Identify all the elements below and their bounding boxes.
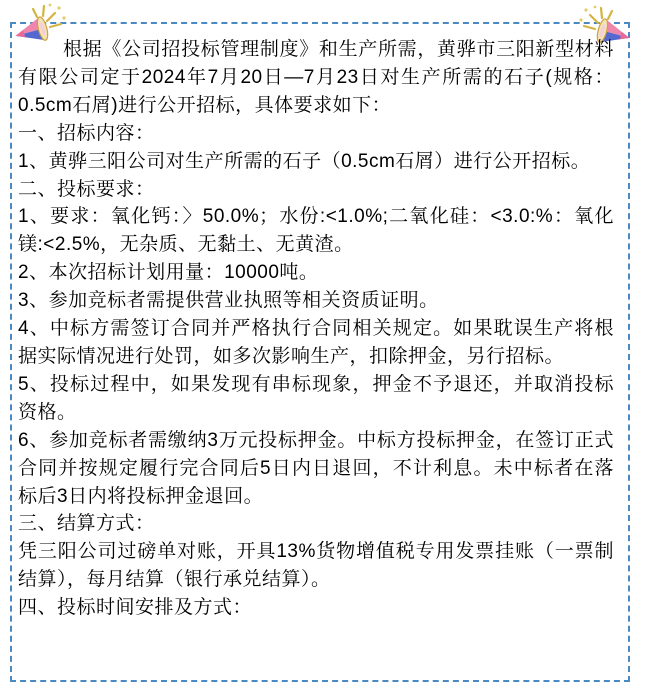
announcement-body xyxy=(18,36,614,622)
section-2-item-6: 6、参加竞标者需缴纳3万元投标押金。中标方投标押金，在签订正式合同并按规定履行完合同后5日内日退回，不计利息。未中标者在落标后3日内将投标押金退回。 xyxy=(18,429,614,507)
section-3-body: 凭三阳公司过磅单对账，开具13%货物增值税专用发票挂账（一票制结算），每月结算（银行承兑结算）。 xyxy=(18,541,614,591)
section-2-heading: 二、投标要求： xyxy=(18,178,155,200)
section-1-item-1: 1、黄骅三阳公司对生产所需的石子（0.5cm石屑）进行公开招标。 xyxy=(18,150,591,172)
intro-paragraph: 根据《公司招投标管理制度》和生产所需，黄骅市三阳新型材料有限公司定于2024年7月20日—7月23日对生产所需的石子(规格：0.5cm石屑)进行公开招标，具体要求如下： xyxy=(18,39,614,116)
section-2-item-4: 4、中标方需签订合同并严格执行合同相关规定。如果耽误生产将根据实际情况进行处罚，如多次影响生产，扣除押金，另行招标。 xyxy=(18,318,614,367)
section-2-item-1: 1、要求：氧化钙：〉50.0%；水份:<1.0%;二氧化硅：<3.0:%：氧化镁:<2.5%，无杂质、无黏土、无黄渣。 xyxy=(18,206,614,256)
section-3-heading: 三、结算方式： xyxy=(18,513,155,535)
section-2-item-5: 5、投标过程中，如果发现有串标现象，押金不予退还，并取消投标资格。 xyxy=(18,373,614,423)
section-2-item-3: 3、参加竞标者需提供营业执照等相关资质证明。 xyxy=(18,290,439,312)
section-4-heading: 四、投标时间安排及方式： xyxy=(18,597,253,619)
section-1-heading: 一、招标内容： xyxy=(18,122,155,144)
section-2-item-2: 2、本次招标计划用量：10000吨。 xyxy=(18,262,319,284)
